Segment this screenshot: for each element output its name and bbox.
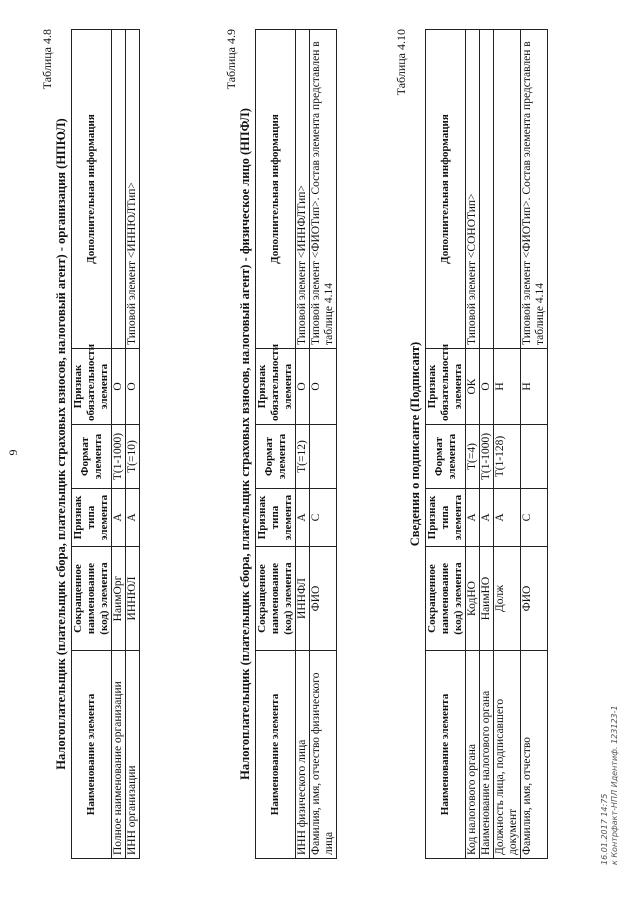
table-4-10 bbox=[425, 29, 548, 859]
table-row bbox=[466, 30, 480, 859]
header-cell: Признак типа элемента bbox=[72, 489, 112, 547]
cell: КодНО bbox=[466, 547, 480, 651]
header-cell: Признак типа элемента bbox=[426, 489, 466, 547]
cell: Полное наименование организации bbox=[112, 651, 126, 859]
table-label: Таблица 4.10 bbox=[394, 29, 408, 96]
cell: О bbox=[126, 349, 140, 425]
cell bbox=[480, 30, 494, 349]
cell: Код налогового органа bbox=[466, 651, 480, 859]
cell: ОК bbox=[466, 349, 480, 425]
cell: Н bbox=[494, 349, 521, 425]
cell: ИННЮЛ bbox=[126, 547, 140, 651]
cell: ФИО bbox=[521, 547, 548, 651]
cell: НаимОрг bbox=[112, 547, 126, 651]
cell: О bbox=[310, 349, 337, 425]
table-4-9-block bbox=[224, 29, 337, 859]
table-4-8 bbox=[71, 29, 140, 859]
table-title: Налогоплательщик (плательщик сбора, плательщик страховых взносов, налоговый агент) - организация (НПЮЛ) bbox=[54, 118, 68, 770]
cell: О bbox=[480, 349, 494, 425]
table-row bbox=[112, 30, 126, 859]
header-cell: Признак типа элемента bbox=[256, 489, 296, 547]
cell: Фамилия, имя, отчество физического лица bbox=[310, 651, 337, 859]
cell: Т(=12) bbox=[296, 425, 310, 489]
header-cell: Сокращенное наименование (код) элемента bbox=[426, 547, 466, 651]
cell: Должность лица, подписавшего документ bbox=[494, 651, 521, 859]
cell: Т(1-128) bbox=[494, 425, 521, 489]
cell: С bbox=[310, 489, 337, 547]
header-cell: Наименование элемента bbox=[72, 651, 112, 859]
table-label: Таблица 4.8 bbox=[40, 29, 54, 90]
header-row bbox=[426, 30, 466, 859]
table-row bbox=[480, 30, 494, 859]
cell: Типовой элемент <ФИОТип>. Состав элемента представлен в таблице 4.14 bbox=[310, 30, 337, 349]
stamp-line: к Контрфакт-НПЛ Идентиф. 123123-1 bbox=[610, 705, 619, 865]
table-row bbox=[126, 30, 140, 859]
cell: ИНН физического лица bbox=[296, 651, 310, 859]
cell: А bbox=[126, 489, 140, 547]
cell: НаимНО bbox=[480, 547, 494, 651]
header-cell: Сокращенное наименование (код) элемента bbox=[72, 547, 112, 651]
header-cell: Наименование элемента bbox=[426, 651, 466, 859]
header-cell: Дополнительная информация bbox=[72, 30, 112, 349]
cell: Долж bbox=[494, 547, 521, 651]
cell bbox=[112, 30, 126, 349]
cell: Наименование налогового органа bbox=[480, 651, 494, 859]
cell: О bbox=[112, 349, 126, 425]
cell: Т(1-1000) bbox=[112, 425, 126, 489]
table-4-9 bbox=[255, 29, 337, 859]
table-4-10-block bbox=[394, 29, 548, 859]
header-row bbox=[256, 30, 296, 859]
cell: Типовой элемент <ИННФЛТип> bbox=[296, 30, 310, 349]
cell: О bbox=[296, 349, 310, 425]
table-4-8-block bbox=[40, 29, 140, 859]
cell: Типовой элемент <ИННЮЛТип> bbox=[126, 30, 140, 349]
cell: Н bbox=[521, 349, 548, 425]
cell: Типовой элемент <СОНОТип> bbox=[466, 30, 480, 349]
header-cell: Дополнительная информация bbox=[256, 30, 296, 349]
cell: А bbox=[480, 489, 494, 547]
cell: А bbox=[466, 489, 480, 547]
header-row bbox=[72, 30, 112, 859]
cell: Т(=4) bbox=[466, 425, 480, 489]
header-cell: Признак обязательности элемента bbox=[426, 349, 466, 425]
cell: ИНН организации bbox=[126, 651, 140, 859]
table-title: Налогоплательщик (плательщик сбора, плательщик страховых взносов, налоговый агент) - физическое лицо (НПФЛ) bbox=[238, 108, 252, 780]
page-number: 9 bbox=[6, 449, 20, 456]
cell: Фамилия, имя, отчество bbox=[521, 651, 548, 859]
cell bbox=[494, 30, 521, 349]
cell: ИННФЛ bbox=[296, 547, 310, 651]
table-row bbox=[296, 30, 310, 859]
header-cell: Признак обязательности элемента bbox=[256, 349, 296, 425]
table-row bbox=[494, 30, 521, 859]
header-cell: Сокращенное наименование (код) элемента bbox=[256, 547, 296, 651]
header-cell: Формат элемента bbox=[72, 425, 112, 489]
cell: С bbox=[521, 489, 548, 547]
cell bbox=[310, 425, 337, 489]
table-row bbox=[521, 30, 548, 859]
header-cell: Наименование элемента bbox=[256, 651, 296, 859]
document-stamp bbox=[600, 705, 620, 865]
header-cell: Дополнительная информация bbox=[426, 30, 466, 349]
header-cell: Признак обязательности элемента bbox=[72, 349, 112, 425]
cell: Т(=10) bbox=[126, 425, 140, 489]
table-title: Сведения о подписанте (Подписант) bbox=[408, 341, 422, 547]
cell: А bbox=[296, 489, 310, 547]
cell: Типовой элемент <ФИОТип>. Состав элемента представлен в таблице 4.14 bbox=[521, 30, 548, 349]
table-row bbox=[310, 30, 337, 859]
header-cell: Формат элемента bbox=[426, 425, 466, 489]
header-cell: Формат элемента bbox=[256, 425, 296, 489]
cell: А bbox=[112, 489, 126, 547]
cell: ФИО bbox=[310, 547, 337, 651]
cell: А bbox=[494, 489, 521, 547]
cell bbox=[521, 425, 548, 489]
cell: Т(1-1000) bbox=[480, 425, 494, 489]
stamp-line: 16.01.2017 14:75 bbox=[600, 793, 609, 865]
table-label: Таблица 4.9 bbox=[224, 29, 238, 90]
